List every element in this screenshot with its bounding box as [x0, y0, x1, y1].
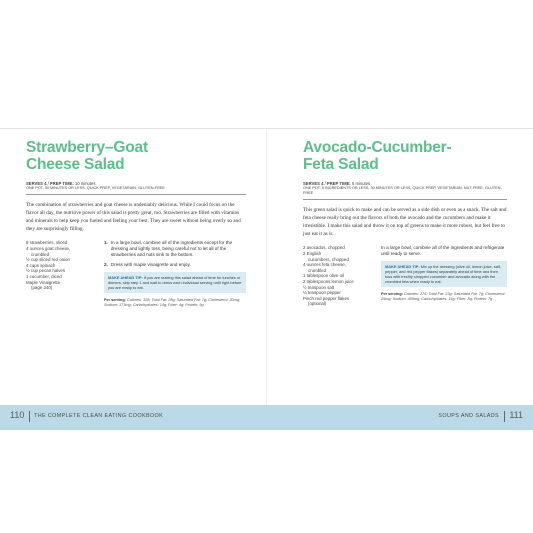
- ingredient-item: crumbled: [308, 267, 327, 273]
- step-text: In a large bowl, combine all of the ingredients and refrigerate until ready to serve.: [381, 245, 505, 257]
- ingredient-item: 4 cups spinach: [26, 262, 56, 268]
- ingredient-item: 1 cucumber, diced: [26, 273, 62, 279]
- ingredient-item: 2 avocados, chopped: [303, 245, 345, 251]
- recipe-tags: ONE POT, 30 MINUTES OR LESS, QUICK PREP, VEGETARIAN, GLUTEN-FREE: [26, 186, 246, 195]
- book-title: THE COMPLETE CLEAN EATING COOKBOOK: [34, 413, 164, 419]
- ingredient-item: ½ cup sliced red onion: [26, 257, 70, 263]
- ingredient-item: crumbled: [31, 251, 50, 257]
- prep-label: PREP TIME:: [326, 181, 351, 186]
- recipe-meta: SERVES 4 / PREP TIME: 5 minutes: [303, 181, 371, 186]
- directions: [104, 240, 246, 308]
- ingredient-item: 1 tablespoon olive oil: [303, 273, 345, 279]
- direction-step: [104, 240, 246, 258]
- ingredient-list: [26, 240, 96, 308]
- tip-label: MAKE AHEAD TIP:: [108, 275, 143, 281]
- step-text: In a large bowl, combine all of the ingredients except for the dressing and lightly toss, being careful not to let all of the strawberries and nuts sink to the bottom.: [110, 240, 233, 258]
- nutrition-label: Per serving:: [104, 298, 126, 303]
- nutrition-info: [104, 298, 246, 308]
- nutrition-text: Calories: 276; Total Fat: 23g; Saturated Fat: 7g; Cholesterol: 25mg; Sodium: 405mg; Carbohydrates: 14g; Fiber: 8g; Protein: 7g: [381, 292, 506, 302]
- nutrition-label: Per serving:: [381, 292, 403, 297]
- ingredient-item: (optional): [308, 301, 327, 307]
- recipe-intro: This green salad is quick to make and can be served as a side dish or even as a snack. The salt and feta cheese really bring out the flavors of both the avocado and the cucumbers and make it irresistible. I make this salad and throw it on top of greens to make it more robust, but feel free to just eat it as is.: [303, 207, 507, 238]
- tip-label: MAKE AHEAD TIP:: [385, 264, 420, 270]
- recipe-title-line1: Strawberry–Goat: [26, 139, 148, 156]
- right-page: [267, 129, 533, 405]
- serves: SERVES 4: [26, 181, 47, 186]
- step-list: [104, 240, 246, 268]
- nutrition-text: Calories: 328; Total Fat: 28g; Saturated Fat: 7g; Cholesterol: 30mg; Sodium: 173mg; Carbohydrates: 14g; Fiber: 4g; Protein: 9g: [104, 298, 241, 308]
- make-ahead-tip: [381, 261, 507, 287]
- right-page-number: 111: [509, 410, 523, 420]
- recipe-title-line1: Avocado-Cucumber-: [303, 139, 452, 156]
- footer-divider: [504, 411, 505, 422]
- direction-step: [104, 262, 246, 268]
- left-page-number: 110: [10, 410, 25, 420]
- recipe-tags: ONE POT, 5 INGREDIENTS OR LESS, 30 MINUTES OR LESS, QUICK PREP, VEGETARIAN, NUT-FREE, GLUTEN-FREE: [303, 186, 507, 200]
- recipe-meta: SERVES 4 / PREP TIME: 10 minutes: [26, 181, 96, 186]
- recipe-title-line2: Feta Salad: [303, 156, 379, 173]
- prep-time: 10 minutes: [74, 181, 96, 186]
- step-list: [381, 245, 507, 257]
- ingredient-item: Maple Vinaigrette: [26, 279, 61, 285]
- ingredient-item: cucumbers, chopped: [308, 256, 349, 262]
- recipe-title: [26, 139, 246, 173]
- ingredient-item: ½ cup pecan halves: [26, 268, 66, 274]
- book-spread: [0, 128, 533, 430]
- ingredient-item: 4 ounces goat cheese,: [26, 246, 71, 251]
- ingredient-item: ¼ teaspoon pepper: [303, 290, 341, 296]
- recipe-title-line2: Cheese Salad: [26, 156, 125, 173]
- step-number: 1.: [104, 240, 108, 246]
- nutrition-info: [381, 292, 507, 302]
- step-number: 2.: [104, 262, 108, 268]
- recipe-body: [303, 245, 507, 307]
- ingredient-item: 4 ounces feta cheese,: [303, 262, 346, 268]
- ingredient-item: 8 strawberries, sliced: [26, 240, 68, 246]
- serves: SERVES 4: [303, 181, 324, 186]
- directions: [381, 245, 507, 307]
- ingredient-item: Pinch red pepper flakes: [303, 295, 350, 301]
- make-ahead-tip: [104, 272, 246, 293]
- ingredient-list: [303, 245, 373, 307]
- ingredient-item: 2 tablespoons lemon juice: [303, 278, 354, 284]
- direction-step: [381, 245, 507, 257]
- chapter-title: SOUPS AND SALADS: [438, 413, 499, 419]
- prep-label: PREP TIME:: [49, 181, 74, 186]
- page-footer: [0, 405, 533, 430]
- step-text: Dress with maple vinaigrette and enjoy.: [110, 262, 191, 268]
- footer-divider: [29, 411, 30, 422]
- ingredient-item: (page 240): [31, 285, 53, 291]
- left-page: [0, 129, 266, 405]
- tip-text: Mix up the dressing (olive oil, lemon juice, salt, pepper, and red pepper flakes) separately ahead of time and then toss with freshly chopped cucumber and avocado along with the crumbled feta when ready to eat.: [385, 264, 501, 285]
- recipe-title: [303, 139, 507, 173]
- ingredient-item: 2 English: [303, 251, 322, 256]
- ingredient-item: ½ teaspoon salt: [303, 284, 335, 290]
- prep-time: 5 minutes: [351, 181, 371, 186]
- recipe-intro: The combination of strawberries and goat cheese is undeniably delicious. While I could focus on the flavor all day, the nutritive power of this salad is pretty great, too. Strawberries are filled with vitamins and minerals to help keep you fueled and feeling your best. They are sweet without being overly so and they are surprisingly filling.: [26, 202, 241, 233]
- recipe-body: [26, 240, 246, 308]
- tip-text: If you are making this salad ahead of time for lunches or dinners, skip step 1 and wait to dress each individual serving until right before you are ready to eat.: [108, 275, 242, 291]
